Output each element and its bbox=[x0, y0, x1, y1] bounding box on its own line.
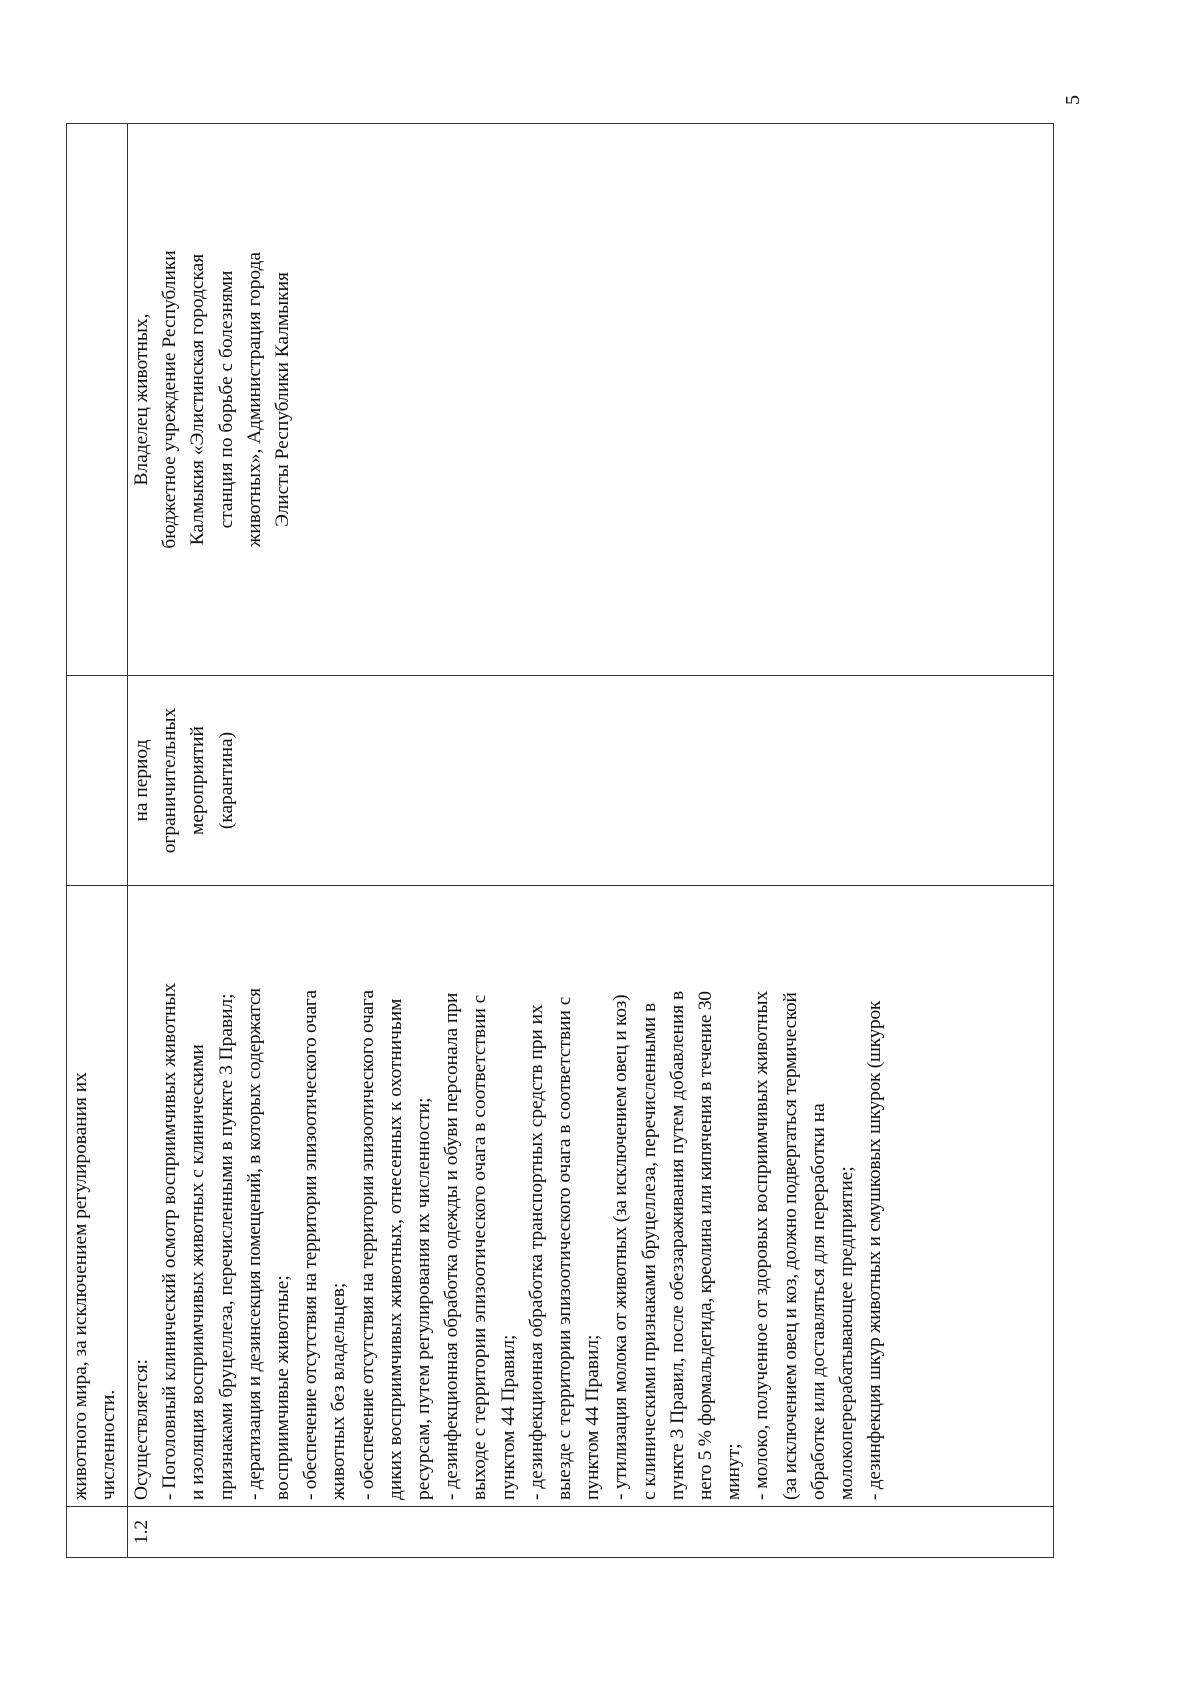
text-line: - обеспечение отсутствия на территории эпизоотического очага bbox=[300, 990, 322, 1500]
text-line: выходе с территории эпизоотического очага в соответствии с bbox=[469, 994, 491, 1500]
term-line: (карантина) bbox=[215, 731, 237, 830]
text-line: диких восприимчивых животных, отнесенных к охотничьим bbox=[384, 998, 406, 1500]
text-line: - дезинфекционная обработка одежды и обуви персонала при bbox=[441, 992, 463, 1500]
text-line: - молоко, полученное от здоровых восприимчивых животных bbox=[751, 990, 773, 1500]
text-line: - утилизация молока от животных (за исключением овец и коз) bbox=[610, 994, 632, 1500]
number-cell-empty bbox=[67, 1507, 128, 1558]
responsible-line: Калмыкия «Элистинская городская bbox=[187, 253, 209, 546]
text-line: выезде с территории эпизоотического очага в соответствии с bbox=[554, 996, 576, 1500]
text-line: - дезинфекционная обработка транспортных средств при их bbox=[525, 1004, 547, 1500]
text-line: - дезинфекция шкур животных и смушковых шкурок (шкурок bbox=[864, 1000, 886, 1500]
text-line: численности. bbox=[98, 1389, 120, 1500]
responsible-cell-empty bbox=[67, 124, 128, 676]
text-line: животного мира, за исключением регулирования их bbox=[70, 1072, 91, 1500]
text-line: ресурсам, путем регулирования их численности; bbox=[413, 1097, 435, 1500]
term-line: мероприятий bbox=[187, 726, 209, 835]
text-line: восприимчивые животные; bbox=[272, 1275, 294, 1500]
text-line: обработке или доставляться для переработки на bbox=[807, 1103, 829, 1500]
text-line: признаками бруцеллеза, перечисленными в пункте 3 Правил; bbox=[215, 993, 237, 1500]
responsible-line: Элисты Республики Калмыкия bbox=[272, 272, 294, 527]
term-cell-empty bbox=[67, 676, 128, 886]
responsible-line: станция по борьбе с болезнями bbox=[215, 270, 237, 529]
row-number: 1.2 bbox=[128, 1507, 1054, 1558]
text-cell-continued bbox=[67, 886, 128, 1507]
text-line: него 5 % формальдегида, креолина или кипячения в течение 30 bbox=[695, 991, 717, 1500]
responsible-line: Владелец животных, bbox=[131, 313, 152, 486]
text-line: минут; bbox=[723, 1443, 745, 1500]
text-line: - обеспечение отсутствия на территории эпизоотического очага bbox=[356, 990, 378, 1500]
page-number: 5 bbox=[1062, 95, 1084, 105]
text-line: с клиническими признаками бруцеллеза, перечисленными в bbox=[638, 1002, 660, 1500]
responsible-cell bbox=[128, 124, 1054, 676]
measures-text-cell bbox=[128, 886, 1054, 1507]
text-line: пунктом 44 Правил; bbox=[497, 1334, 519, 1500]
text-line: пунктом 44 Правил; bbox=[582, 1334, 604, 1500]
text-line: пункте 3 Правил, после обеззараживания путем добавления в bbox=[666, 990, 688, 1500]
text-line: животных без владельцев; bbox=[328, 1282, 350, 1500]
term-cell bbox=[128, 676, 1054, 886]
term-line: на период bbox=[131, 739, 152, 822]
table-row bbox=[67, 124, 128, 1558]
text-line: - Поголовный клинический осмотр восприимчивых животных bbox=[159, 982, 181, 1500]
measures-table bbox=[66, 123, 1054, 1558]
responsible-line: бюджетное учреждение Республики bbox=[159, 250, 181, 549]
responsible-line: животных», Администрация города bbox=[243, 251, 265, 548]
table-row bbox=[128, 124, 1054, 1558]
term-line: ограничительных bbox=[159, 707, 181, 854]
text-line: Осуществляется: bbox=[131, 1359, 152, 1500]
text-line: (за исключением овец и коз, должно подвергаться термической bbox=[779, 992, 801, 1500]
text-line: и изоляция восприимчивых животных с клиническими bbox=[187, 1044, 209, 1500]
text-line: молокоперерабатывающее предприятие; bbox=[836, 1166, 858, 1500]
text-line: - дератизация и дезинсекция помещений, в которых содержатся bbox=[243, 988, 265, 1500]
